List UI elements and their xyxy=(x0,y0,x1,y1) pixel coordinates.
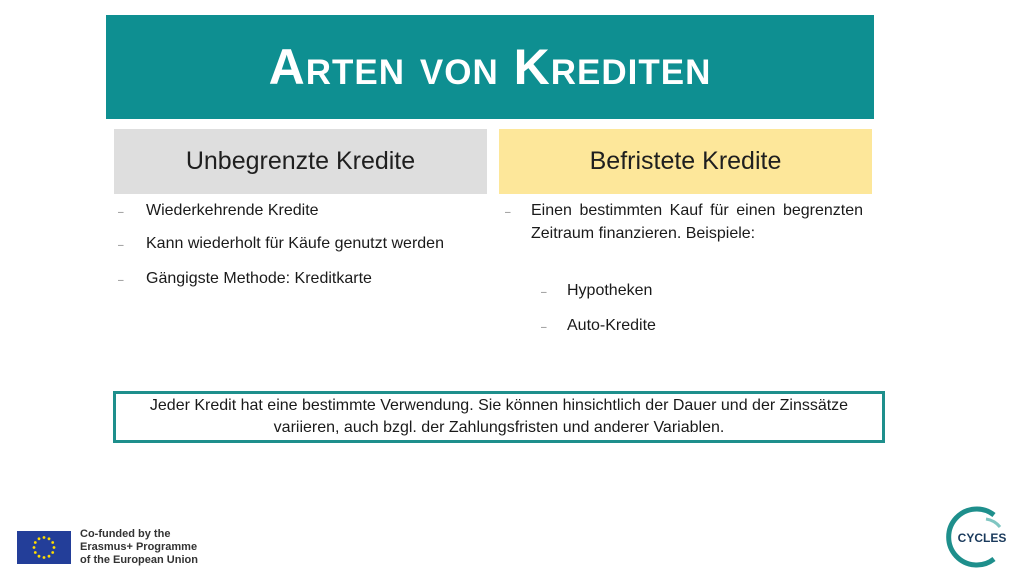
bullet-dash-icon: – xyxy=(118,240,124,251)
bullet-dash-icon: – xyxy=(541,287,547,298)
slide-title: Arten von Krediten xyxy=(268,39,712,95)
title-bar xyxy=(106,15,874,119)
left-bullet-2: Kann wiederholt für Käufe genutzt werden xyxy=(146,235,444,252)
right-sub-bullet-1: Hypotheken xyxy=(567,282,653,299)
bullet-dash-icon: – xyxy=(505,207,511,218)
bullet-dash-icon: – xyxy=(541,322,547,333)
eu-text-line: of the European Union xyxy=(80,554,198,566)
cycles-logo-icon xyxy=(942,505,1012,569)
right-column-heading: Befristete Kredite xyxy=(499,129,872,194)
right-sub-bullet-2: Auto-Kredite xyxy=(567,317,656,334)
left-column-heading: Unbegrenzte Kredite xyxy=(114,129,487,194)
eu-funding-text xyxy=(80,528,198,567)
eu-text-line: Erasmus+ Programme xyxy=(80,541,198,553)
left-bullet-3: Gängigste Methode: Kreditkarte xyxy=(146,270,372,287)
right-bullet-main: Einen bestimmten Kauf für einen begrenzten Zeitraum finanzieren. Beispiele: xyxy=(531,202,863,242)
note-box: Jeder Kredit hat eine bestimmte Verwendung. Sie können hinsichtlich der Dauer und der Zinssätze variieren, auch bzgl. der Zahlungsfristen und anderer Variablen. xyxy=(113,391,885,443)
logo-text: CYCLES xyxy=(957,531,1007,545)
left-bullet-1: Wiederkehrende Kredite xyxy=(146,202,319,219)
eu-text-line: Co-funded by the xyxy=(80,528,171,540)
bullet-dash-icon: – xyxy=(118,275,124,286)
eu-flag-icon xyxy=(17,531,71,564)
bullet-dash-icon: – xyxy=(118,207,124,218)
